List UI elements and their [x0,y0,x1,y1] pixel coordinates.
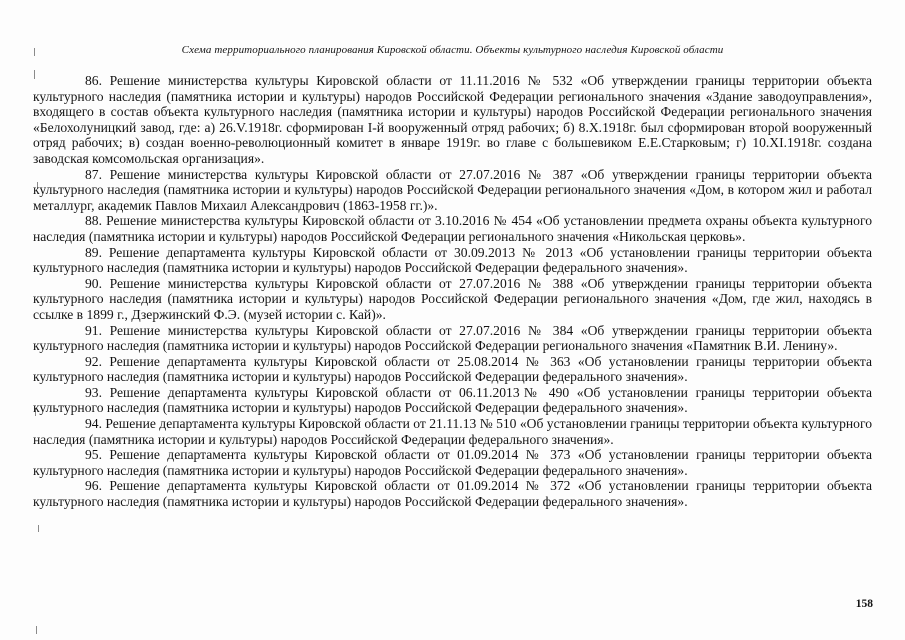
scan-artifact-mark [38,525,39,532]
paragraph-95: 95. Решение департамента культуры Кировской области от 01.09.2014 № 373 «Об установлении границы территории объекта культурного наследия (памятника истории и культуры) народов Российской Федерации федерального значения». [33,447,872,478]
page-number: 158 [855,598,873,610]
paragraph-96: 96. Решение департамента культуры Кировской области от 01.09.2014 № 372 «Об установлении границы территории объекта культурного наследия (памятника истории и культуры) народов Российской Федерации федерального значения». [33,478,872,510]
paragraph-92: 92. Решение департамента культуры Кировской области от 25.08.2014 № 363 «Об установлении границы территории объекта культурного наследия (памятника истории и культуры) народов Российской Федерации федерального значения». [33,353,872,385]
running-header: Схема территориального планирования Кировской области. Объекты культурного наследия Кировской области [181,44,724,56]
paragraph-91: 91. Решение министерства культуры Кировской области от 27.07.2016 № 384 «Об утверждении границы территории объекта культурного наследия (памятника истории и культуры) народов Российской Федерации регионального значения «Памятник В.И. Ленину». [33,322,872,354]
paragraph-94: 94. Решение департамента культуры Кировской области от 21.11.13 № 510 «Об установлении границы территории объекта культурного наследия (памятника истории и культуры) народов Российской Федерации федерального значения». [33,416,872,447]
document-body [33,73,872,510]
paragraph-93: 93. Решение департамента культуры Кировской области от 06.11.2013№ 490 «Об установлении границы территории объекта культурного наследия (памятника истории и культуры) народов Российской Федерации федерального значения». [33,384,872,416]
paragraph-89: 89. Решение департамента культуры Кировской области от 30.09.2013 № 2013 «Об установлении границы территории объекта культурного наследия (памятника истории и культуры) народов Российской Федерации федерального значения». [33,244,872,276]
paragraph-86: 86. Решение министерства культуры Кировской области от 11.11.2016 № 532 «Об утверждении границы территории объекта культурного наследия (памятника истории и культуры) народов Российской Федерации регионального значения «Здание заводоуправления», входящего в состав объекта культурного наследия (памятника истории и культуры) народов Российской Федерации регионального значения «Белохолуницкий завод, где: а) 26.V.1918г. сформирован I-й вооруженный отряд рабочих; б) 8.Х.1918г. был сформирован второй вооруженный отряд рабочих; в) создан военно-революционный комитет в январе 1919г. во главе с большевиком Е.Е.Старковым; г) 10.XI.1918г. создана заводская комсомольская организация». [33,73,872,166]
paragraph-88: 88. Решение министерства культуры Кировской области от 3.10.2016 № 454 «Об установлении предмета охраны объекта культурного наследия (памятника истории и культуры) народов Российской Федерации регионального значения «Никольская церковь». [33,213,872,244]
scan-artifact-mark [36,626,37,634]
paragraph-90: 90. Решение министерства культуры Кировской области от 27.07.2016 № 388 «Об утверждении границы территории объекта культурного наследия (памятника истории и культуры) народов Российской Федерации регионального значения «Дом, где жил, находясь в ссылке в 1899 г., Дзержинский Ф.Э. (музей истории с. Кай)». [33,275,872,322]
paragraph-87: 87. Решение министерства культуры Кировской области от 27.07.2016 № 387 «Об утверждении границы территории объекта культурного наследия (памятника истории и культуры) народов Российской Федерации регионального значения «Дом, в котором жил и работал металлург, академик Павлов Михаил Александрович (1863-1958 гг.)». [33,166,872,213]
